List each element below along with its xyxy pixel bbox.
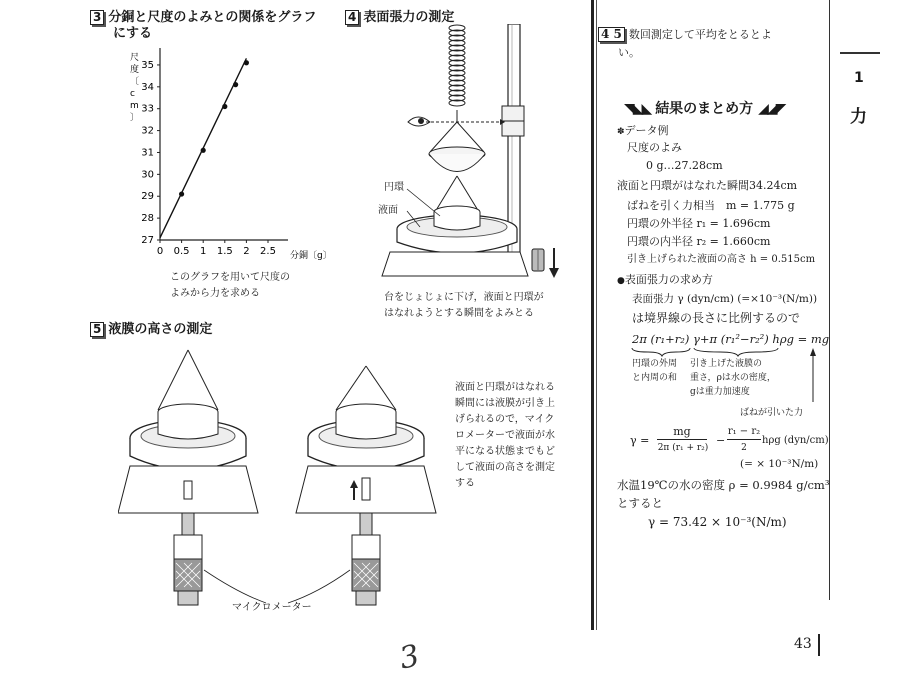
note-45-line2: い。: [618, 46, 640, 59]
y-tick-label: 35: [141, 59, 154, 71]
apparatus-left: [118, 350, 258, 605]
final-result: γ = 73.42 × 10⁻³(N/m): [648, 515, 787, 529]
proportional: は境界線の長さに比例するので: [632, 311, 801, 325]
note-perimeter: 円環の外周 と内周の和: [632, 359, 678, 383]
data-point: [222, 104, 227, 109]
y-tick-label: 27: [141, 235, 154, 246]
frac-tail: hρg (dyn/cm): [762, 435, 829, 446]
x-tick-label: 1.5: [216, 246, 233, 257]
x-tick-label: 0.5: [173, 246, 190, 257]
frac1-den: 2π (r₁ + r₂): [657, 443, 709, 453]
surface-tension-apparatus: [360, 24, 585, 284]
x-axis-label: 分銅〔g〕: [290, 251, 332, 260]
y-tick-label: 28: [141, 213, 154, 225]
x-tick-label: 2: [243, 246, 250, 257]
y-axis-label-char: 度: [130, 65, 140, 75]
lifted-height: 引き上げられた液面の高さ h = 0.515cm: [627, 254, 816, 265]
zero-reading: 0 g…27.28cm: [646, 159, 723, 172]
surface-label: 液面: [378, 205, 398, 216]
data-point: [244, 60, 249, 65]
note-45-numbers: 4 5: [598, 27, 625, 42]
frac1-num: mg: [657, 424, 707, 440]
frac2-den: 2: [741, 443, 747, 453]
micrometer-label: マイクロメーター: [232, 602, 312, 613]
data-example: ✽データ例: [617, 124, 669, 137]
section-4-caption-line1: 台をじょじょに下げ，液面と円環が: [384, 292, 544, 303]
section-3-caption-line2: よみから力を求める: [170, 288, 260, 299]
y-axis-label-char: m: [130, 101, 139, 111]
page-gutter: [591, 0, 594, 630]
section-3-title: 3 分銅と尺度のよみとの関係をグラフ: [90, 6, 316, 25]
data-point: [179, 191, 184, 196]
unit-alt: (= × 10⁻³N/m): [740, 458, 819, 470]
y-tick-label: 32: [141, 125, 154, 137]
data-point: [201, 148, 206, 153]
scale-reading: 尺度のよみ: [627, 141, 682, 154]
note-spring: ばねが引いた力: [740, 408, 804, 418]
density-line2: とすると: [617, 496, 663, 510]
note-45: 4 5 数回測定して平均をとるとよ: [598, 26, 772, 44]
y-tick-label: 29: [141, 191, 154, 203]
section-3-number: 3: [90, 10, 104, 25]
main-equation: 2π (r₁+r₂) γ+π (r₁²−r₂²) hρg = mg: [632, 332, 830, 346]
x-tick-label: 2.5: [260, 246, 276, 257]
spring-coil: [449, 25, 465, 106]
results-heading: ◥◣◣ 結果のまとめ方 ◢◢◤: [624, 101, 785, 117]
note-film-weight: 引き上げた液膜の 重さ，ρは水の密度， gは重力加速度: [690, 359, 776, 397]
gamma-lhs: γ =: [630, 434, 650, 447]
frac2-num: r₁ − r₂: [727, 424, 761, 440]
right-margin-rule: [829, 0, 830, 600]
ring-label: 円環: [384, 182, 404, 193]
outer-radius: 円環の外半径 r₁ = 1.696cm: [627, 217, 771, 230]
section-4-title: 4 表面張力の測定: [345, 6, 454, 25]
section-5-description: 液面と円環がはなれる 瞬間には液膜が引き上 げられるので，マイク ロメーターで液面が水 平になる状態までもど して液面の高さを測定 する: [455, 382, 555, 489]
x-ticks: [157, 240, 276, 257]
chapter-number: 1: [854, 70, 864, 86]
y-axis-label-char: 〕: [130, 113, 140, 123]
section-5-number: 5: [90, 322, 104, 337]
separate-reading: 液面と円環がはなれた瞬間34.24cm: [617, 179, 798, 192]
minus-sign: −: [716, 434, 726, 447]
inner-radius: 円環の内半径 r₂ = 1.660cm: [627, 235, 771, 248]
film-height-apparatus: [118, 338, 458, 628]
density-line1: 水温19℃の水の密度 ρ = 0.9984 g/cm³: [617, 478, 830, 492]
x-tick-label: 1: [200, 246, 207, 257]
y-axis-label-char: 〔: [130, 77, 140, 87]
platform: [382, 252, 528, 276]
section-4-number: 4: [345, 10, 359, 25]
y-axis-label-char: 尺: [130, 53, 140, 63]
x-tick-label: 0: [156, 246, 164, 257]
section-4-caption-line2: はなれようとする瞬間をよみとる: [384, 308, 534, 319]
spring-force: ばねを引く力相当 m = 1.775 g: [627, 199, 795, 212]
section-3-title-line2: にする: [113, 26, 153, 41]
chart-axes: [160, 48, 288, 240]
page-number: 43: [794, 636, 812, 652]
y-axis-label-char: c: [130, 89, 135, 99]
section-3-caption-line1: このグラフを用いて尺度の: [170, 272, 290, 283]
chapter-label: 力: [850, 107, 867, 127]
y-tick-label: 34: [141, 81, 154, 93]
apparatus-right: [296, 366, 436, 605]
y-tick-label: 31: [141, 147, 154, 159]
y-tick-label: 30: [141, 169, 154, 181]
tension-def: 表面張力 γ (dyn/cm) (=×10⁻³(N/m)): [632, 293, 818, 305]
y-tick-label: 33: [141, 103, 154, 115]
handwritten-mark: 3: [396, 638, 423, 677]
section-5-title: 5 液膜の高さの測定: [90, 318, 212, 337]
calibration-chart: [118, 40, 358, 260]
how-to: ●表面張力の求め方: [617, 273, 713, 286]
data-point: [233, 82, 238, 87]
y-ticks: [141, 60, 160, 246]
